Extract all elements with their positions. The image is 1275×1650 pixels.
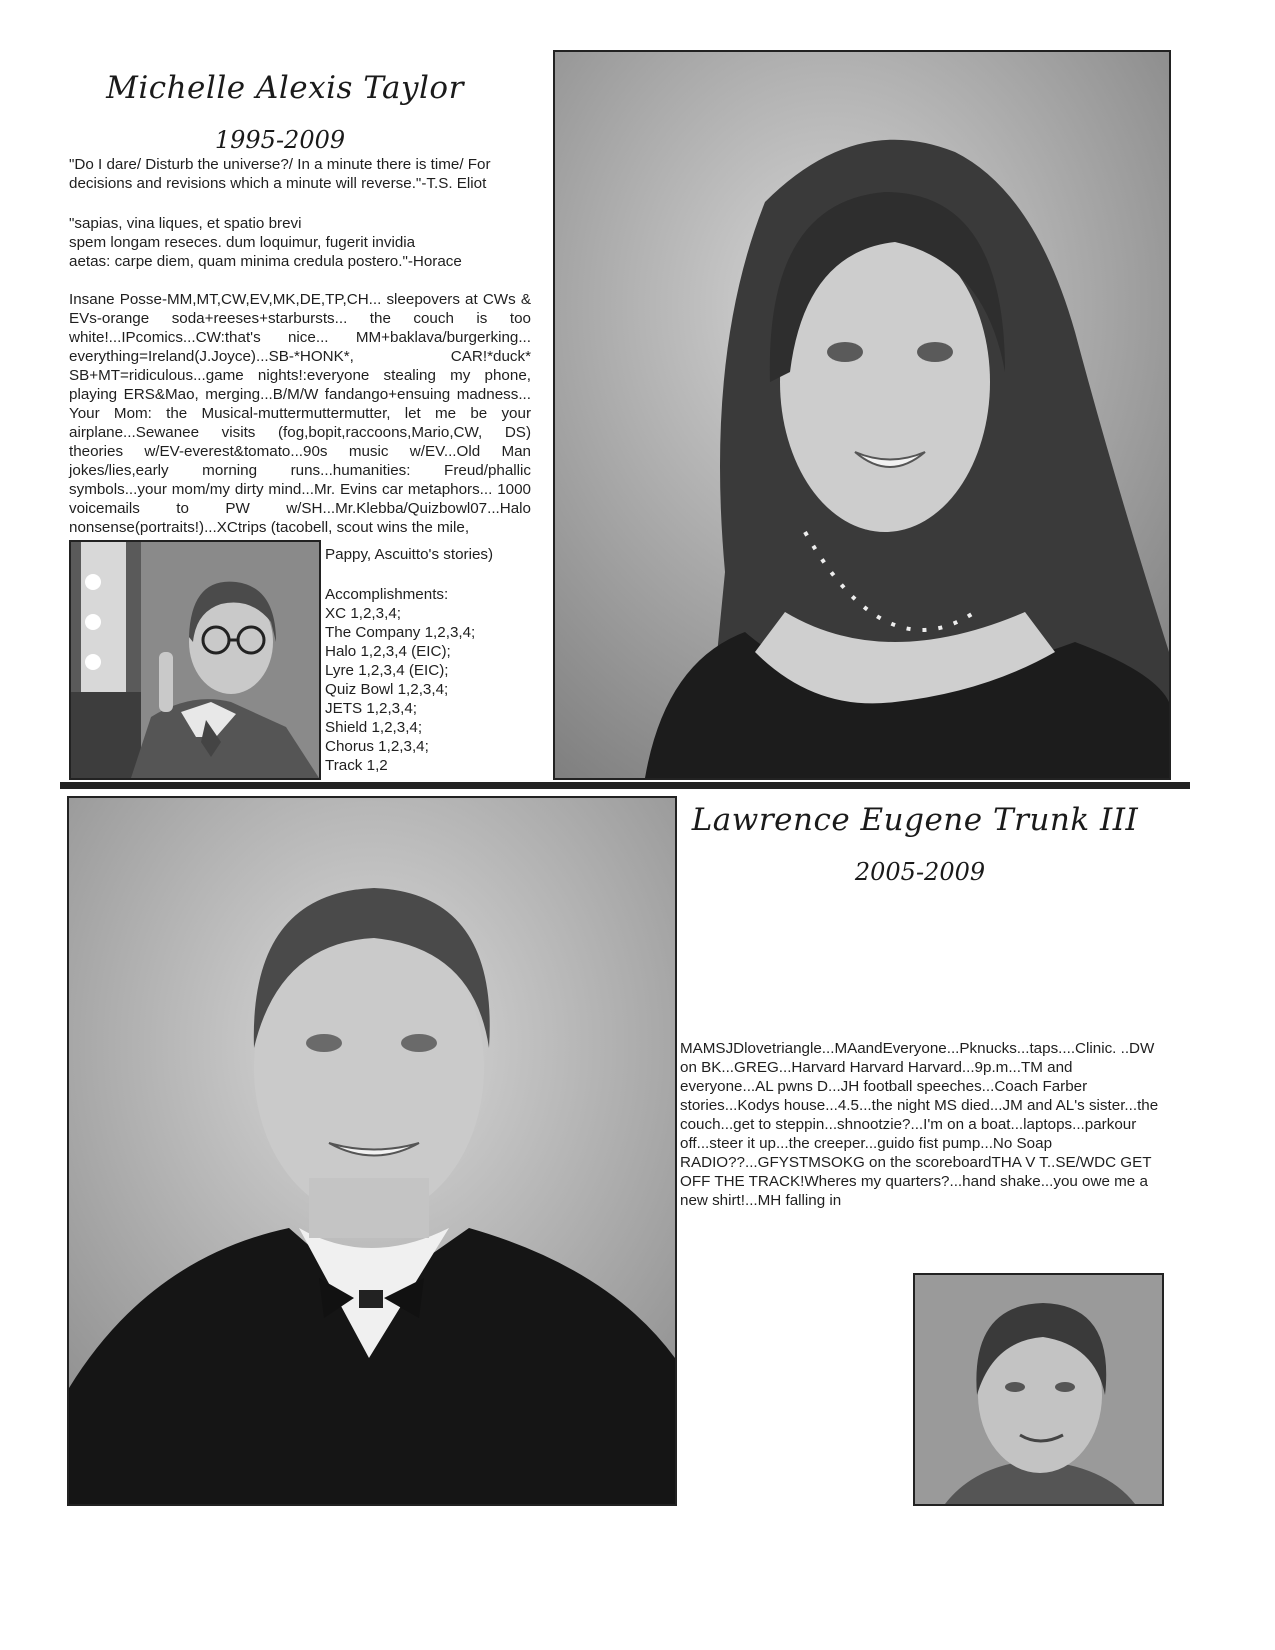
senior2-name: Lawrence Eugene Trunk III [691, 802, 1139, 838]
senior2-candid-photo [913, 1273, 1164, 1506]
list-item: JETS 1,2,3,4; [325, 700, 418, 717]
list-item: Halo 1,2,3,4 (EIC); [325, 643, 451, 660]
senior1-memories: Insane Posse-MM,MT,CW,EV,MK,DE,TP,CH... sleepovers at CWs & EVs-orange soda+reeses+starbursts... the couch is too white!...IPcomics...CW:that's nice... MM+baklava/burgerking... everything=Ireland(J.Joyce)...SB-*HONK*, CAR!*duck* SB+MT=ridiculous...game nights!:everyone stealing my phone, playing ERS&Mao, merging...B/M/W fandango+ensuing madness... Your Mom: the Musical-muttermuttermutter, let me be your airplane...Sewanee visits (fog,bopit,raccoons,Mario,CW, DS) theories w/EV-everest&tomato...90s music w/EV...Old Man jokes/lies,early morning runs...humanities: Freud/phallic symbols...your mom/my dirty mind...Mr. Evins car metaphors... 1000 voicemails to PW w/SH...Mr.Klebba/Quizbowl07...Halo nonsense(portraits!)...XCtrips (tacobell, scout wins the mile, [69, 291, 531, 536]
list-item: Chorus 1,2,3,4; [325, 738, 429, 755]
list-item: Quiz Bowl 1,2,3,4; [325, 681, 449, 698]
list-item: XC 1,2,3,4; [325, 605, 401, 622]
senior1-name: Michelle Alexis Taylor [106, 70, 464, 106]
quote-line: "sapias, vina liques, et spatio brevi [69, 215, 302, 232]
senior1-quote-horace [69, 214, 529, 271]
accomplishments-title: Accomplishments: [325, 586, 449, 603]
section-divider [60, 782, 1190, 789]
senior1-years: 1995-2009 [214, 126, 346, 154]
senior1-quote-eliot: "Do I dare/ Disturb the universe?/ In a minute there is time/ For decisions and revisions which a minute will reverse."-T.S. Eliot [69, 156, 491, 192]
list-item: Track 1,2 [325, 757, 388, 774]
list-item: Lyre 1,2,3,4 (EIC); [325, 662, 449, 679]
senior2-years: 2005-2009 [854, 858, 986, 886]
list-item: Shield 1,2,3,4; [325, 719, 423, 736]
senior1-portrait [553, 50, 1171, 780]
list-item: The Company 1,2,3,4; [325, 624, 476, 641]
senior2-portrait [67, 796, 677, 1506]
quote-line: spem longam reseces. dum loquimur, fugerit invidia [69, 234, 416, 251]
senior2-memories: MAMSJDlovetriangle...MAandEveryone...Pknucks...taps....Clinic. ..DW on BK...GREG...Harvard Harvard Harvard...9p.m...TM and everyone...AL pwns D...JH football speeches...Coach Farber stories...Kodys house...4.5...the night MS died...JM and AL's sister...the couch...get to steppin...shnootzie?...I'm on a boat...laptops...parkour off...steer it up...the creeper...guido fist pump...No Soap RADIO??...GFYSTMSOKG on the scoreboardTHA V T..SE/WDC GET OFF THE TRACK!Wheres my quarters?...hand shake...you owe me a new shirt!...MH falling in [680, 1040, 1159, 1209]
accomplishments-list [325, 604, 535, 775]
senior1-accomplishments [325, 585, 535, 775]
quote-line: aetas: carpe diem, quam minima credula postero."-Horace [69, 253, 462, 270]
senior1-candid-photo [69, 540, 321, 780]
senior1-memories-end: Pappy, Ascuitto's stories) [325, 546, 494, 563]
